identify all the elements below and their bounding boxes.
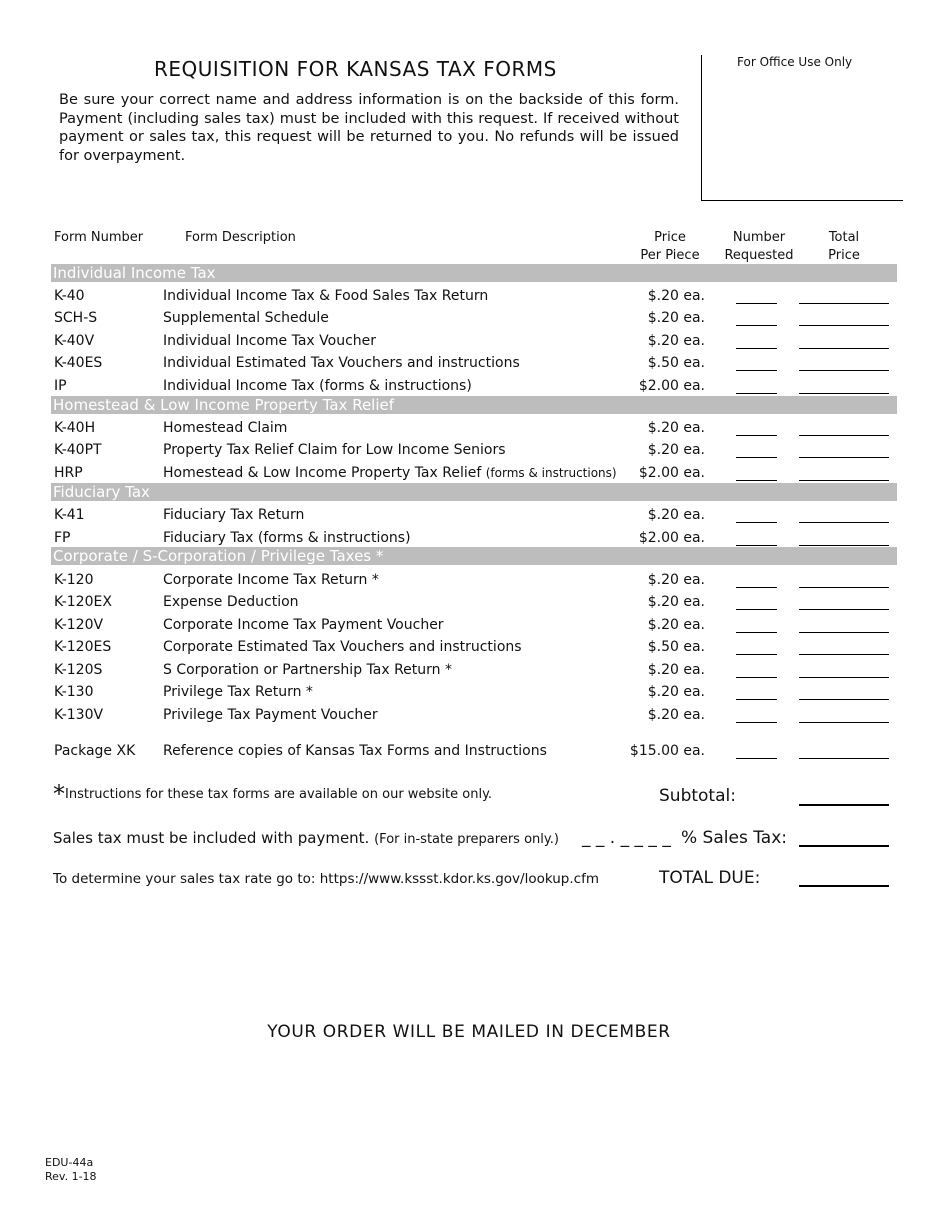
form-number: K-130 bbox=[54, 684, 94, 700]
form-number: K-120S bbox=[54, 662, 103, 678]
sales-tax-note: Sales tax must be included with payment. (For in-state preparers only.) bbox=[53, 829, 559, 847]
form-revision: Rev. 1-18 bbox=[45, 1170, 97, 1183]
price-per-piece: $.20 ea. bbox=[647, 684, 705, 700]
table-row bbox=[0, 442, 950, 462]
form-description: Individual Income Tax (forms & instructions) bbox=[163, 378, 472, 394]
office-use-box bbox=[701, 55, 903, 201]
price-per-piece: $.20 ea. bbox=[647, 594, 705, 610]
website-note: *Instructions for these tax forms are available on our website only. bbox=[53, 780, 493, 808]
form-number: FP bbox=[54, 530, 71, 546]
table-row bbox=[0, 662, 950, 682]
form-number: SCH-S bbox=[54, 310, 98, 326]
price-per-piece: $2.00 ea. bbox=[638, 465, 705, 481]
quantity-field[interactable] bbox=[736, 370, 777, 371]
form-description: Expense Deduction bbox=[163, 594, 299, 610]
table-row bbox=[0, 617, 950, 637]
table-row bbox=[0, 507, 950, 527]
quantity-field[interactable] bbox=[736, 722, 777, 723]
table-row bbox=[0, 420, 950, 440]
header-form-number: Form Number bbox=[54, 230, 144, 245]
quantity-field[interactable] bbox=[736, 325, 777, 326]
sales-tax-field[interactable] bbox=[799, 845, 889, 847]
form-description: Fiduciary Tax Return bbox=[163, 507, 305, 523]
form-number: K-40ES bbox=[54, 355, 103, 371]
quantity-field[interactable] bbox=[736, 587, 777, 588]
sales-tax-label: % Sales Tax: bbox=[681, 828, 787, 848]
form-description: Individual Income Tax Voucher bbox=[163, 333, 377, 349]
price-per-piece: $2.00 ea. bbox=[638, 530, 705, 546]
header-price-per-piece: Price Per Piece bbox=[640, 230, 700, 263]
quantity-field[interactable] bbox=[736, 480, 777, 481]
price-per-piece: $15.00 ea. bbox=[629, 743, 705, 759]
total-price-field[interactable] bbox=[799, 480, 889, 481]
total-price-field[interactable] bbox=[799, 677, 889, 678]
instructions-paragraph: Be sure your correct name and address information is on the backside of this form. Payment (including sales tax) must be included with this request. If received without payment or sales tax, this request will be returned to you. No refunds will be issued for overpayment. bbox=[59, 92, 679, 164]
price-per-piece: $.20 ea. bbox=[647, 420, 705, 436]
quantity-field[interactable] bbox=[736, 654, 777, 655]
quantity-field[interactable] bbox=[736, 545, 777, 546]
form-number: Package XK bbox=[54, 743, 136, 759]
section-header: Individual Income Tax bbox=[51, 264, 897, 282]
price-per-piece: $.20 ea. bbox=[647, 442, 705, 458]
total-price-field[interactable] bbox=[799, 435, 889, 436]
quantity-field[interactable] bbox=[736, 677, 777, 678]
lookup-instructions: To determine your sales tax rate go to: https://www.kssst.kdor.ks.gov/lookup.cfm bbox=[53, 871, 599, 887]
form-description: Reference copies of Kansas Tax Forms and Instructions bbox=[163, 743, 547, 759]
sales-tax-rate-field[interactable]: _ _ . _ _ _ _ bbox=[582, 828, 671, 848]
quantity-field[interactable] bbox=[736, 758, 777, 759]
price-per-piece: $2.00 ea. bbox=[638, 378, 705, 394]
total-price-field[interactable] bbox=[799, 699, 889, 700]
table-row bbox=[0, 465, 950, 485]
form-number: K-40PT bbox=[54, 442, 102, 458]
form-description: Homestead & Low Income Property Tax Relief (forms & instructions) bbox=[163, 465, 617, 481]
form-number: HRP bbox=[54, 465, 83, 481]
quantity-field[interactable] bbox=[736, 457, 777, 458]
form-description: Property Tax Relief Claim for Low Income Seniors bbox=[163, 442, 506, 458]
price-per-piece: $.20 ea. bbox=[647, 662, 705, 678]
form-description: Corporate Income Tax Return * bbox=[163, 572, 379, 588]
quantity-field[interactable] bbox=[736, 522, 777, 523]
total-due-label: TOTAL DUE: bbox=[659, 868, 761, 888]
header-number-requested: Number Requested bbox=[724, 230, 794, 263]
total-price-field[interactable] bbox=[799, 545, 889, 546]
price-per-piece: $.20 ea. bbox=[647, 572, 705, 588]
form-description: S Corporation or Partnership Tax Return * bbox=[163, 662, 452, 678]
quantity-field[interactable] bbox=[736, 632, 777, 633]
table-row bbox=[0, 684, 950, 704]
total-price-field[interactable] bbox=[799, 587, 889, 588]
quantity-field[interactable] bbox=[736, 609, 777, 610]
header-form-description: Form Description bbox=[185, 230, 296, 245]
table-row bbox=[0, 639, 950, 659]
form-description: Corporate Income Tax Payment Voucher bbox=[163, 617, 444, 633]
quantity-field[interactable] bbox=[736, 348, 777, 349]
total-price-field[interactable] bbox=[799, 393, 889, 394]
form-number: K-120EX bbox=[54, 594, 112, 610]
total-price-field[interactable] bbox=[799, 370, 889, 371]
table-row bbox=[0, 378, 950, 398]
form-title: REQUISITION FOR KANSAS TAX FORMS bbox=[154, 57, 557, 81]
total-due-field[interactable] bbox=[799, 885, 889, 887]
price-per-piece: $.20 ea. bbox=[647, 707, 705, 723]
office-use-label: For Office Use Only bbox=[737, 55, 853, 69]
form-description: Individual Income Tax & Food Sales Tax Return bbox=[163, 288, 489, 304]
form-description: Corporate Estimated Tax Vouchers and instructions bbox=[163, 639, 522, 655]
form-number: K-130V bbox=[54, 707, 104, 723]
form-description: Privilege Tax Return * bbox=[163, 684, 313, 700]
price-per-piece: $.20 ea. bbox=[647, 617, 705, 633]
total-price-field[interactable] bbox=[799, 348, 889, 349]
subtotal-label: Subtotal: bbox=[659, 786, 736, 806]
total-price-field[interactable] bbox=[799, 632, 889, 633]
total-price-field[interactable] bbox=[799, 457, 889, 458]
total-price-field[interactable] bbox=[799, 654, 889, 655]
form-description: Individual Estimated Tax Vouchers and instructions bbox=[163, 355, 520, 371]
price-per-piece: $.20 ea. bbox=[647, 507, 705, 523]
quantity-field[interactable] bbox=[736, 435, 777, 436]
price-per-piece: $.20 ea. bbox=[647, 288, 705, 304]
quantity-field[interactable] bbox=[736, 393, 777, 394]
table-row bbox=[0, 288, 950, 308]
total-price-field[interactable] bbox=[799, 325, 889, 326]
form-number: K-120ES bbox=[54, 639, 112, 655]
form-number: K-120 bbox=[54, 572, 94, 588]
form-description: Fiduciary Tax (forms & instructions) bbox=[163, 530, 411, 546]
total-price-field[interactable] bbox=[799, 303, 889, 304]
price-per-piece: $.50 ea. bbox=[647, 639, 705, 655]
subtotal-field[interactable] bbox=[799, 804, 889, 806]
form-number: K-40 bbox=[54, 288, 85, 304]
section-header: Homestead & Low Income Property Tax Relief bbox=[51, 396, 897, 414]
mailing-notice: YOUR ORDER WILL BE MAILED IN DECEMBER bbox=[267, 1022, 671, 1042]
form-number: K-40V bbox=[54, 333, 95, 349]
table-row bbox=[0, 707, 950, 727]
table-row bbox=[0, 594, 950, 614]
price-per-piece: $.20 ea. bbox=[647, 333, 705, 349]
section-header: Corporate / S-Corporation / Privilege Taxes * bbox=[51, 547, 897, 565]
table-row bbox=[0, 743, 950, 763]
form-description: Homestead Claim bbox=[163, 420, 288, 436]
table-row bbox=[0, 333, 950, 353]
total-price-field[interactable] bbox=[799, 758, 889, 759]
quantity-field[interactable] bbox=[736, 303, 777, 304]
form-description: Supplemental Schedule bbox=[163, 310, 329, 326]
price-per-piece: $.20 ea. bbox=[647, 310, 705, 326]
asterisk: * bbox=[53, 780, 65, 808]
total-price-field[interactable] bbox=[799, 522, 889, 523]
table-row bbox=[0, 355, 950, 375]
quantity-field[interactable] bbox=[736, 699, 777, 700]
table-row bbox=[0, 310, 950, 330]
form-number: IP bbox=[54, 378, 67, 394]
total-price-field[interactable] bbox=[799, 609, 889, 610]
form-identifier bbox=[45, 1156, 97, 1184]
form-number: K-120V bbox=[54, 617, 104, 633]
table-row bbox=[0, 572, 950, 592]
form-code: EDU-44a bbox=[45, 1156, 94, 1169]
header-total-price: Total Price bbox=[828, 230, 860, 263]
form-description: Privilege Tax Payment Voucher bbox=[163, 707, 378, 723]
form-number: K-41 bbox=[54, 507, 85, 523]
price-per-piece: $.50 ea. bbox=[647, 355, 705, 371]
form-number: K-40H bbox=[54, 420, 96, 436]
section-header: Fiduciary Tax bbox=[51, 483, 897, 501]
total-price-field[interactable] bbox=[799, 722, 889, 723]
